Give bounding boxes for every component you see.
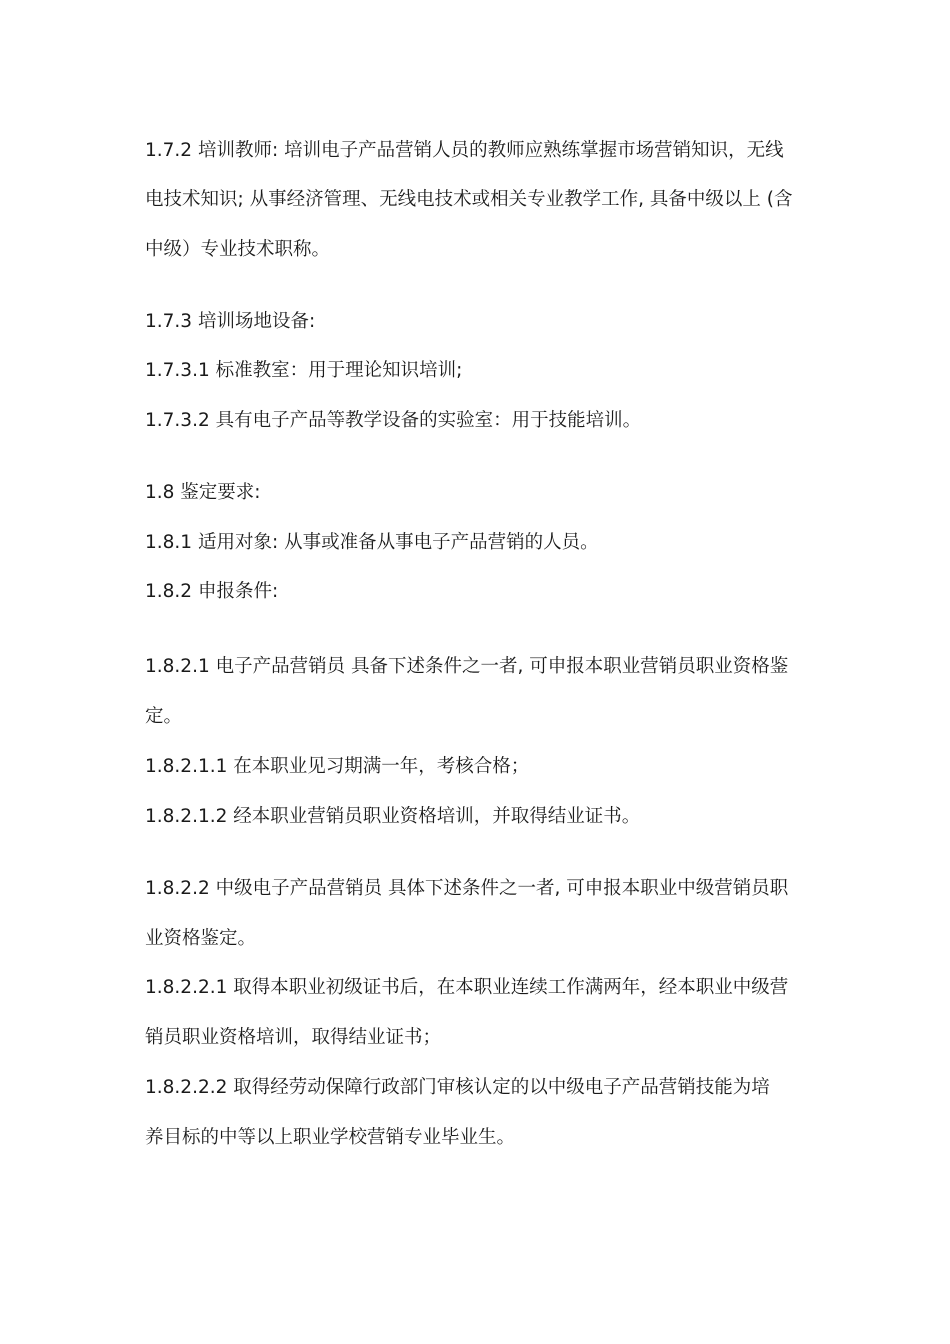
text-line: 1.8.2.1.1 在本职业见习期满一年，考核合格； bbox=[145, 756, 530, 777]
text-line: 1.7.3.2 具有电子产品等教学设备的实验室：用于技能培训。 bbox=[145, 410, 642, 431]
text-line: 电技术知识; 从事经济管理、无线电技术或相关专业教学工作, 具备中级以上 (含 bbox=[145, 189, 793, 210]
text-line: 1.8 鉴定要求: bbox=[145, 482, 261, 503]
text-line: 1.7.3 培训场地设备: bbox=[145, 311, 316, 332]
text-line: 1.8.2.1 电子产品营销员 具备下述条件之一者, 可申报本职业营销员职业资格鉴 bbox=[145, 656, 789, 677]
text-line: 1.8.2.2.2 取得经劳动保障行政部门审核认定的以中级电子产品营销技能为培 bbox=[145, 1077, 770, 1098]
text-line: 中级）专业技术职称。 bbox=[145, 239, 331, 260]
text-line: 养目标的中等以上职业学校营销专业毕业生。 bbox=[145, 1127, 516, 1148]
text-line: 1.7.2 培训教师: 培训电子产品营销人员的教师应熟练掌握市场营销知识，无线 bbox=[145, 140, 784, 161]
text-line: 1.8.2.2 中级电子产品营销员 具体下述条件之一者, 可申报本职业中级营销员职 bbox=[145, 878, 789, 899]
text-line: 1.8.1 适用对象: 从事或准备从事电子产品营销的人员。 bbox=[145, 532, 599, 553]
text-line: 1.8.2.2.1 取得本职业初级证书后，在本职业连续工作满两年，经本职业中级营 bbox=[145, 977, 789, 998]
text-line: 业资格鉴定。 bbox=[145, 928, 257, 949]
text-line: 1.8.2 申报条件: bbox=[145, 581, 279, 602]
text-line: 1.8.2.1.2 经本职业营销员职业资格培训，并取得结业证书。 bbox=[145, 806, 641, 827]
text-line: 销员职业资格培训，取得结业证书； bbox=[145, 1027, 442, 1048]
text-line: 定。 bbox=[145, 706, 183, 727]
text-line: 1.7.3.1 标准教室：用于理论知识培训; bbox=[145, 360, 463, 381]
